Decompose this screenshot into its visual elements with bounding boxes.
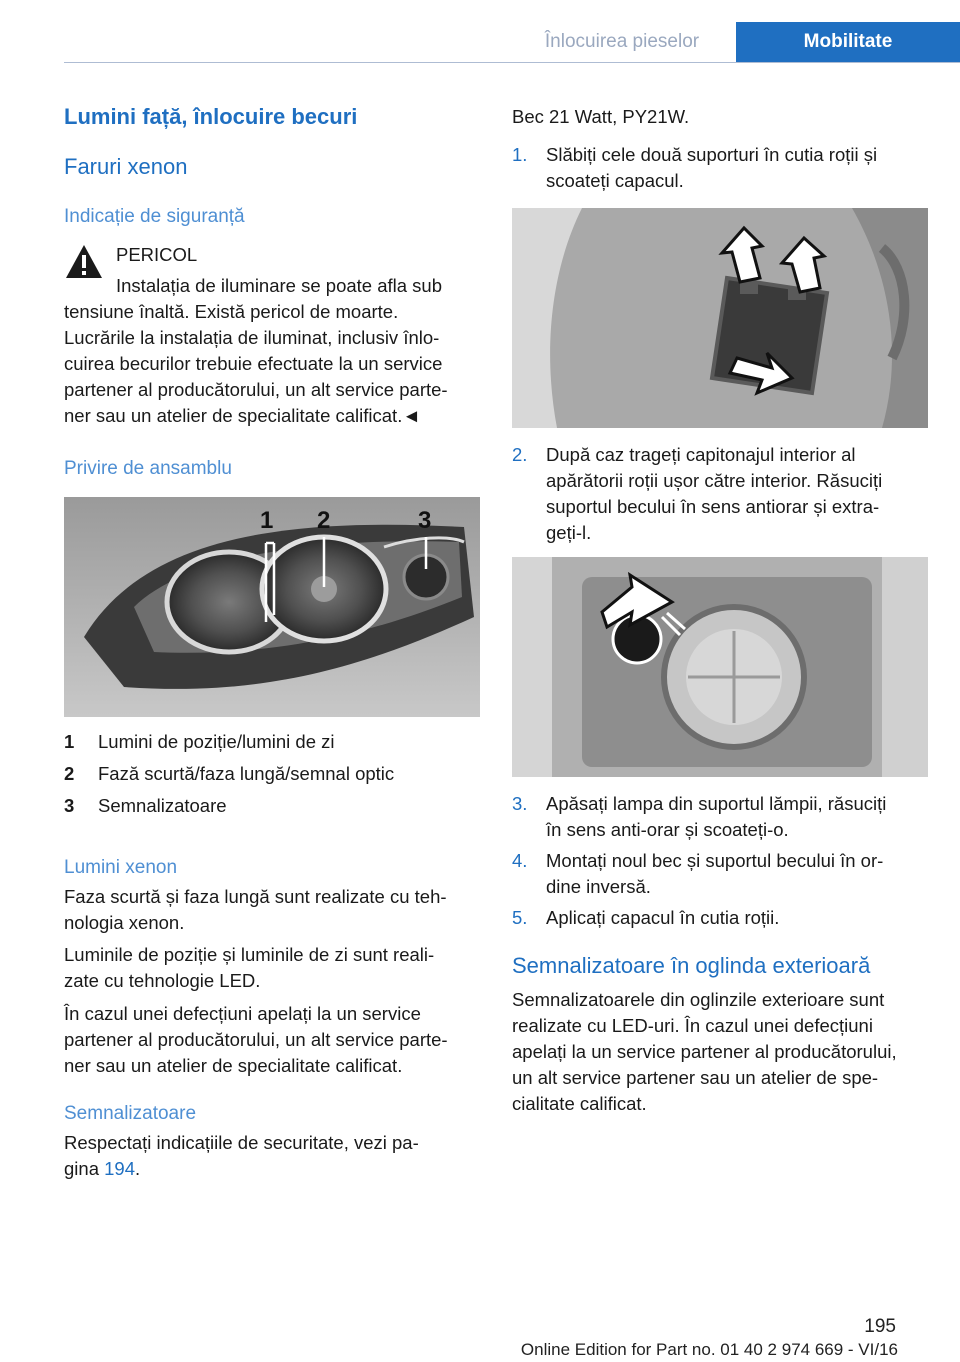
indicators-line-2 xyxy=(64,1156,140,1182)
callout-2: 2 xyxy=(317,507,331,534)
step-4-line-2: dine inversă. xyxy=(546,876,651,897)
header-chapter-tab: Mobilitate xyxy=(736,22,960,62)
step-3-line-1: Apăsați lampa din suportul lămpii, răsuciți xyxy=(546,793,887,814)
bulb-spec: Bec 21 Watt, PY21W. xyxy=(512,106,690,127)
xenon-heading: Lumini xenon xyxy=(64,857,178,878)
danger-line-6: ner sau un atelier de specialitate calificat.◄ xyxy=(64,405,421,426)
xenon-line-2: nologia xenon. xyxy=(64,912,185,933)
page-194-link[interactable]: 194 xyxy=(104,1158,135,1179)
step-num-2: 2. xyxy=(512,444,528,465)
step-2-line-1: După caz trageți capitonajul interior al xyxy=(546,444,856,465)
fault-line-1: În cazul unei defecțiuni apelați la un service xyxy=(64,1003,421,1024)
header-rule xyxy=(64,62,960,63)
step-2-line-4: geți-l. xyxy=(546,522,592,543)
safety-heading: Indicație de siguranță xyxy=(64,206,245,227)
section-title-xenon: Faruri xenon xyxy=(64,154,188,179)
step-4-line-1: Montați noul bec și suportul becului în or- xyxy=(546,850,884,871)
step-2-line-3: suportul becului în sens antiorar și extra- xyxy=(546,496,880,517)
overview-heading: Privire de ansamblu xyxy=(64,458,232,479)
callout-3: 3 xyxy=(418,507,432,534)
step-num-5: 5. xyxy=(512,907,528,928)
mirror-line-5: cialitate calificat. xyxy=(512,1093,647,1114)
step-num-3: 3. xyxy=(512,793,528,814)
legend-text-1: Lumini de poziție/lumini de zi xyxy=(98,731,335,752)
danger-line-3: Lucrările la instalația de iluminat, inclusiv înlo- xyxy=(64,327,440,348)
step-3-line-2: în sens anti-orar și scoateți-o. xyxy=(546,819,789,840)
danger-line-1: Instalația de iluminare se poate afla sub xyxy=(116,275,443,296)
legend-num-1: 1 xyxy=(64,731,75,752)
danger-line-4: cuirea becurilor trebuie efectuate la un service xyxy=(64,353,443,374)
warning-triangle-icon xyxy=(64,242,104,282)
legend-text-3: Semnalizatoare xyxy=(98,795,227,816)
page-number: 195 xyxy=(864,1316,896,1337)
mirror-line-2: realizate cu LED-uri. În cazul unei defecțiuni xyxy=(512,1015,873,1036)
legend-num-2: 2 xyxy=(64,763,75,784)
legend-num-3: 3 xyxy=(64,795,75,816)
page-title: Lumini față, înlocuire becuri xyxy=(64,104,358,129)
legend-text-2: Fază scurtă/faza lungă/semnal optic xyxy=(98,763,395,784)
mirror-line-4: un alt service partener sau un atelier de spe- xyxy=(512,1067,879,1088)
danger-label: PERICOL xyxy=(116,244,198,265)
wheel-arch-cover-photo xyxy=(512,208,928,428)
indicators-line-2-suffix: . xyxy=(135,1158,141,1179)
indicators-line-2-prefix: gina xyxy=(64,1158,105,1179)
header-section-tab: Înlocuirea pieselor xyxy=(544,31,700,52)
mirror-line-1: Semnalizatoarele din oglinzile exterioare sunt xyxy=(512,989,885,1010)
mirror-line-3: apelați la un service partener al producătorului, xyxy=(512,1041,897,1062)
indicators-line-1: Respectați indicațiile de securitate, vezi pa- xyxy=(64,1132,419,1153)
callout-1: 1 xyxy=(260,507,274,534)
indicators-heading: Semnalizatoare xyxy=(64,1103,197,1124)
mirror-indicators-heading: Semnalizatoare în oglinda exterioară xyxy=(512,953,871,978)
bulb-holder-photo xyxy=(512,557,928,777)
led-line-1: Luminile de poziție și luminile de zi sunt reali- xyxy=(64,944,435,965)
step-num-4: 4. xyxy=(512,850,528,871)
fault-line-2: partener al producătorului, un alt service parte- xyxy=(64,1029,448,1050)
xenon-line-1: Faza scurtă și faza lungă sunt realizate cu teh- xyxy=(64,886,447,907)
headlight-photo xyxy=(64,497,480,717)
danger-line-5: partener al producătorului, un alt service parte- xyxy=(64,379,448,400)
edition-footer: Online Edition for Part no. 01 40 2 974 669 - VI/16 xyxy=(520,1340,898,1359)
led-line-2: zate cu tehnologie LED. xyxy=(64,970,261,991)
step-2-line-2: apărătorii roții ușor către interior. Răsuciți xyxy=(546,470,883,491)
fault-line-3: ner sau un atelier de specialitate calificat. xyxy=(64,1055,403,1076)
step-1-line-2: scoateți capacul. xyxy=(546,170,684,191)
step-1-line-1: Slăbiți cele două suporturi în cutia roții și xyxy=(546,144,878,165)
step-5-line-1: Aplicați capacul în cutia roții. xyxy=(546,907,780,928)
danger-line-2: tensiune înaltă. Există pericol de moarte. xyxy=(64,301,399,322)
step-num-1: 1. xyxy=(512,144,528,165)
